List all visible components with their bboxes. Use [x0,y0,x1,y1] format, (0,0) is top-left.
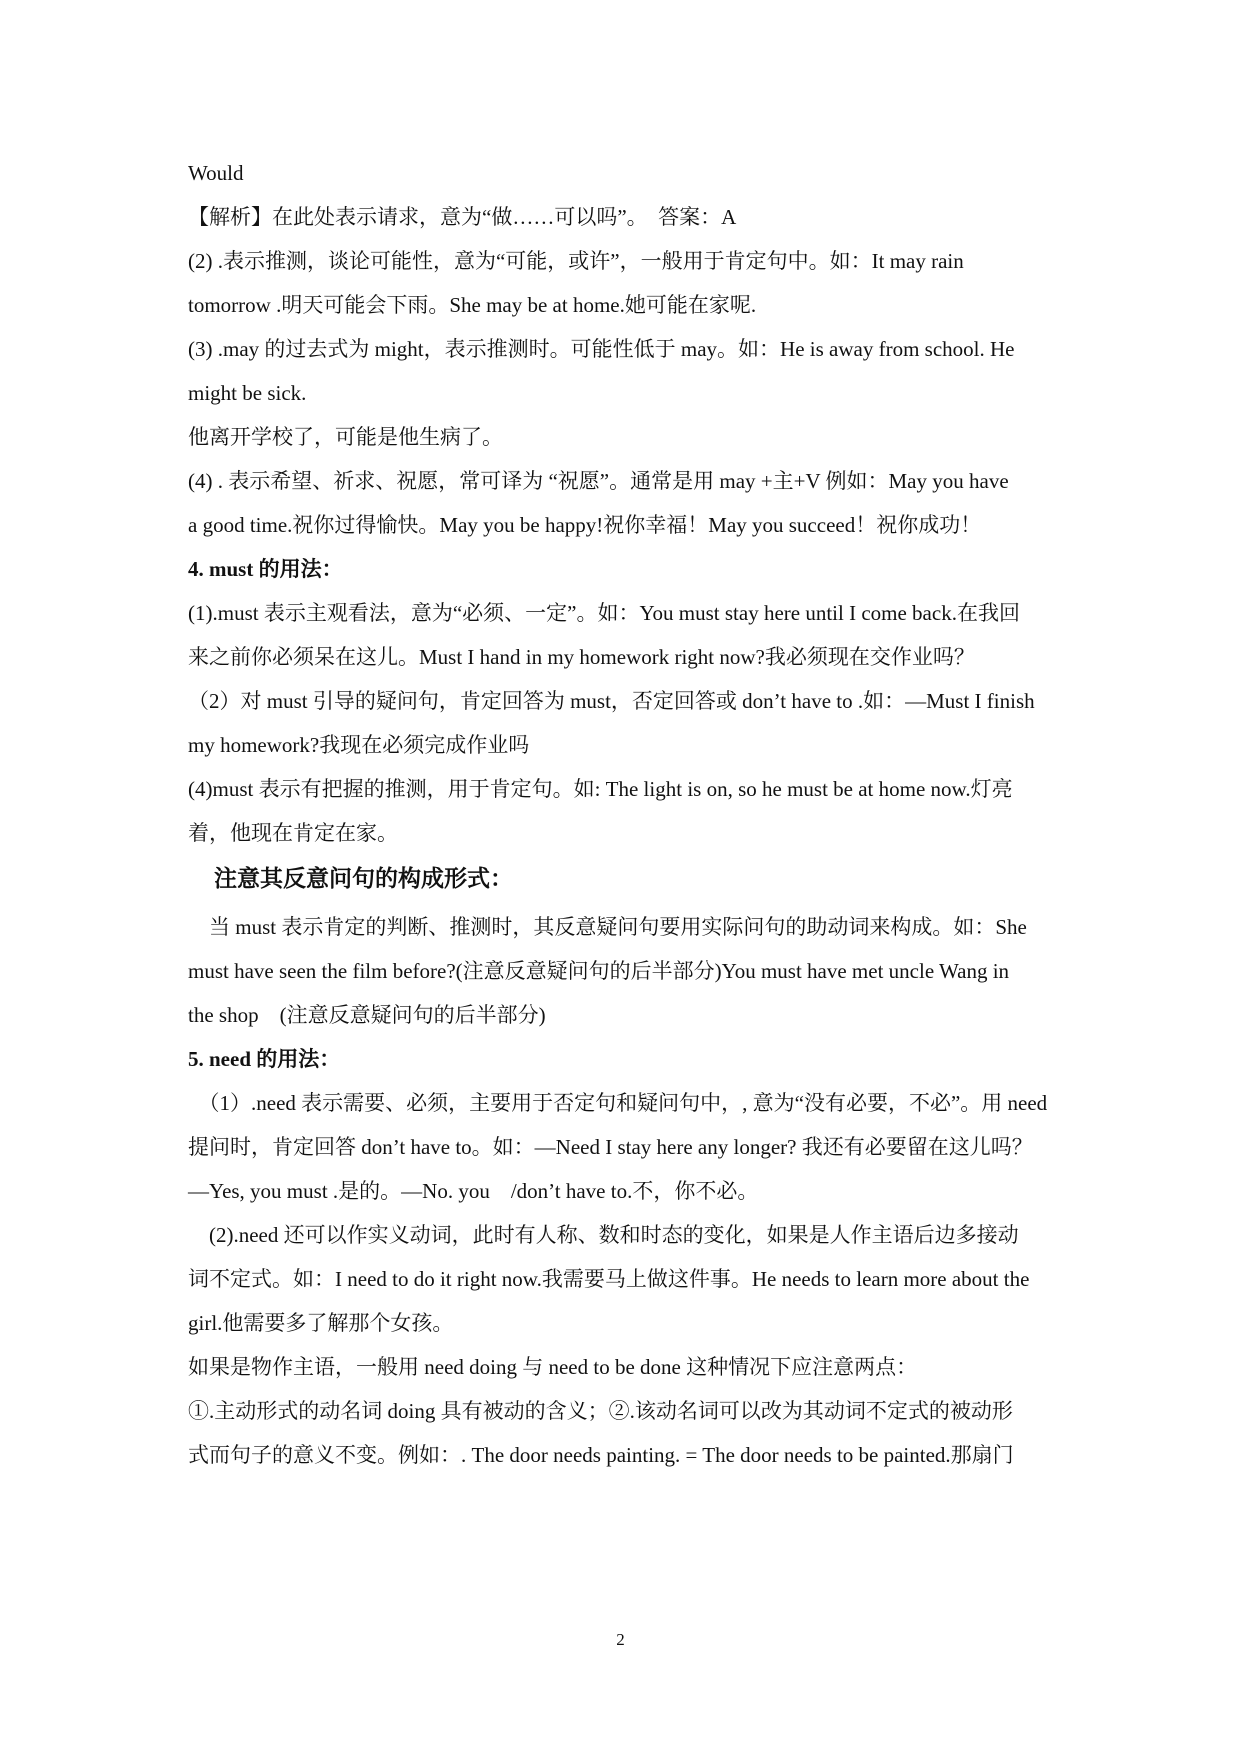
text-line: ①.主动形式的动名词 doing 具有被动的含义；②.该动名词可以改为其动词不定式的被动形 [188,1399,1013,1423]
text-line: 式而句子的意义不变。例如：. The door needs painting. = The door needs to be painted.那扇门 [188,1443,1014,1467]
text-line: (1).must 表示主观看法，意为“必须、一定”。如：You must stay here until I come back.在我回 [188,601,1020,625]
page-number: 2 [616,1630,625,1649]
text-line: my homework?我现在必须完成作业吗 [188,733,530,757]
text-line: 他离开学校了，可能是他生病了。 [188,425,503,449]
text-line: 提问时，肯定回答 don’t have to。如：—Need I stay here any longer? 我还有必要留在这儿吗？ [188,1135,1033,1159]
text-line: must have seen the film before?(注意反意疑问句的后半部分)You must have met uncle Wang in [188,959,1010,983]
text-line: a good time.祝你过得愉快。May you be happy!祝你幸福！May you succeed！祝你成功！ [188,513,982,537]
text-line: —Yes, you must .是的。—No. you /don’t have to.不，你不必。 [188,1179,759,1203]
subheading-tag-question: 注意其反意问句的构成形式： [214,866,513,891]
text-line: (2) .表示推测，谈论可能性，意为“可能，或许”，一般用于肯定句中。如：It may rain [188,249,964,273]
section-heading-need: 5. need 的用法： [188,1047,341,1071]
text-line: Would [188,161,244,185]
text-line: 词不定式。如：I need to do it right now.我需要马上做这件事。He needs to learn more about the [188,1267,1030,1291]
text-line: 如果是物作主语，一般用 need doing 与 need to be done 这种情况下应注意两点： [188,1355,918,1379]
text-line: girl.他需要多了解那个女孩。 [188,1311,454,1335]
text-line: （1）.need 表示需要、必须，主要用于否定句和疑问句中，, 意为“没有必要，不必”。用 need [188,1091,1048,1115]
text-line: (4) . 表示希望、祈求、祝愿，常可译为 “祝愿”。通常是用 may +主+V 例如：May you have [188,469,1009,493]
text-line: （2）对 must 引导的疑问句，肯定回答为 must，否定回答或 don’t have to .如：—Must I finish [188,689,1035,713]
text-line: 【解析】在此处表示请求，意为“做……可以吗”。 答案：A [188,205,737,229]
text-line: the shop (注意反意疑问句的后半部分) [188,1003,546,1027]
text-line: 着，他现在肯定在家。 [188,821,398,845]
text-line: might be sick. [188,381,307,405]
text-line: 当 must 表示肯定的判断、推测时，其反意疑问句要用实际问句的助动词来构成。如：She [188,915,1027,939]
text-line: (2).need 还可以作实义动词，此时有人称、数和时态的变化，如果是人作主语后边多接动 [188,1223,1019,1247]
section-heading-must: 4. must 的用法： [188,557,343,581]
text-line: (4)must 表示有把握的推测，用于肯定句。如: The light is on, so he must be at home now.灯亮 [188,777,1013,801]
text-line: 来之前你必须呆在这儿。Must I hand in my homework right now?我必须现在交作业吗？ [188,645,975,669]
text-line: tomorrow .明天可能会下雨。She may be at home.她可能在家呢. [188,293,757,317]
text-line: (3) .may 的过去式为 might，表示推测时。可能性低于 may。如：He is away from school. He [188,337,1015,361]
